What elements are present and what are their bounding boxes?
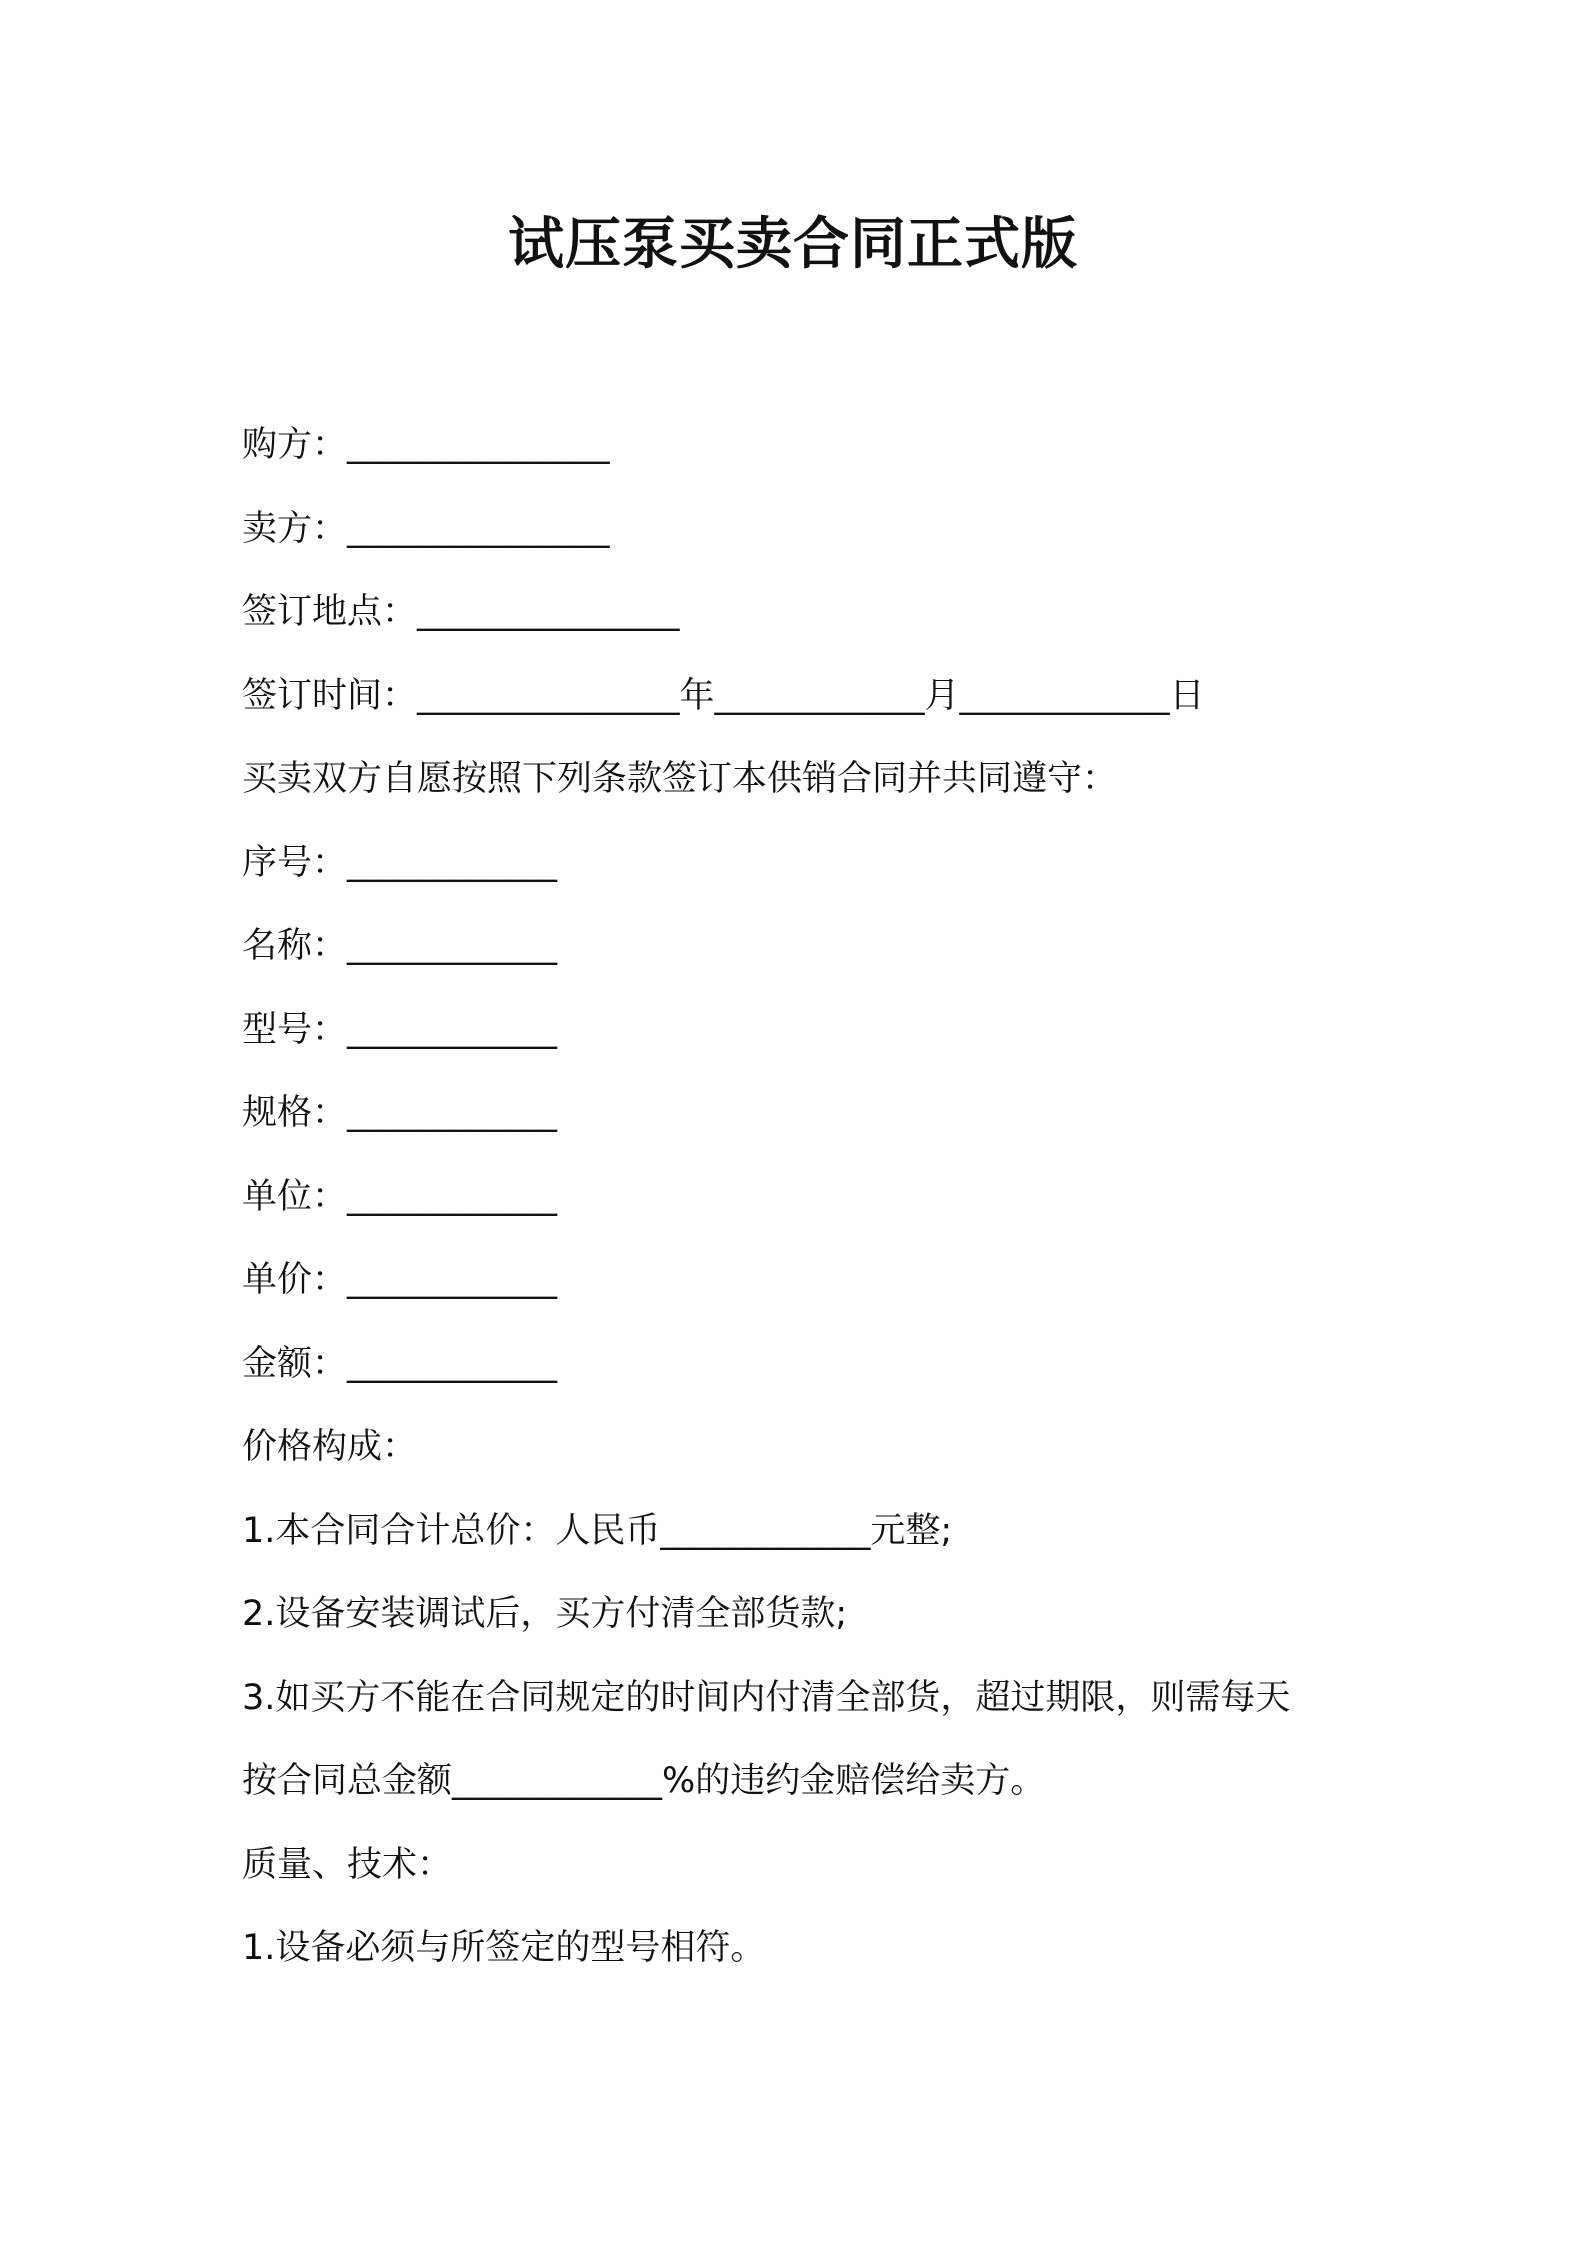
item-name-line: 名称：____________ [242, 926, 558, 966]
specification-line: 规格：____________ [242, 1093, 558, 1133]
signing-date-line: 签订时间：_______________年____________月____________日 [242, 675, 1205, 716]
document-title: 试压泵买卖合同正式版 [508, 212, 1078, 277]
model-line: 型号：____________ [242, 1009, 558, 1050]
seller-line: 卖方：_______________ [242, 508, 610, 549]
price-composition-heading: 价格构成： [242, 1427, 418, 1467]
price-clause-3-continued: 按合同总金额____________%的违约金赔偿给卖方。 [242, 1761, 1046, 1801]
unit-line: 单位：____________ [242, 1176, 558, 1217]
document-body [242, 404, 1392, 1991]
amount-line: 金额：____________ [242, 1343, 558, 1384]
price-clause-2: 2.设备安装调试后，买方付清全部货款; [242, 1594, 848, 1634]
signing-place-line: 签订地点：_______________ [242, 592, 680, 632]
buyer-line: 购方：_______________ [242, 425, 610, 465]
quality-heading: 质量、技术： [242, 1844, 453, 1885]
unit-price-line: 单价：____________ [242, 1260, 558, 1300]
quality-clause-1: 1.设备必须与所签定的型号相符。 [242, 1928, 766, 1968]
agreement-intro-line: 买卖双方自愿按照下列条款签订本供销合同并共同遵守： [242, 759, 1118, 799]
price-clause-3: 3.如买方不能在合同规定的时间内付清全部货，超过期限，则需每天 [242, 1677, 1291, 1718]
price-clause-1: 1.本合同合计总价：人民币____________元整; [242, 1510, 953, 1551]
serial-number-line: 序号：____________ [242, 842, 558, 883]
